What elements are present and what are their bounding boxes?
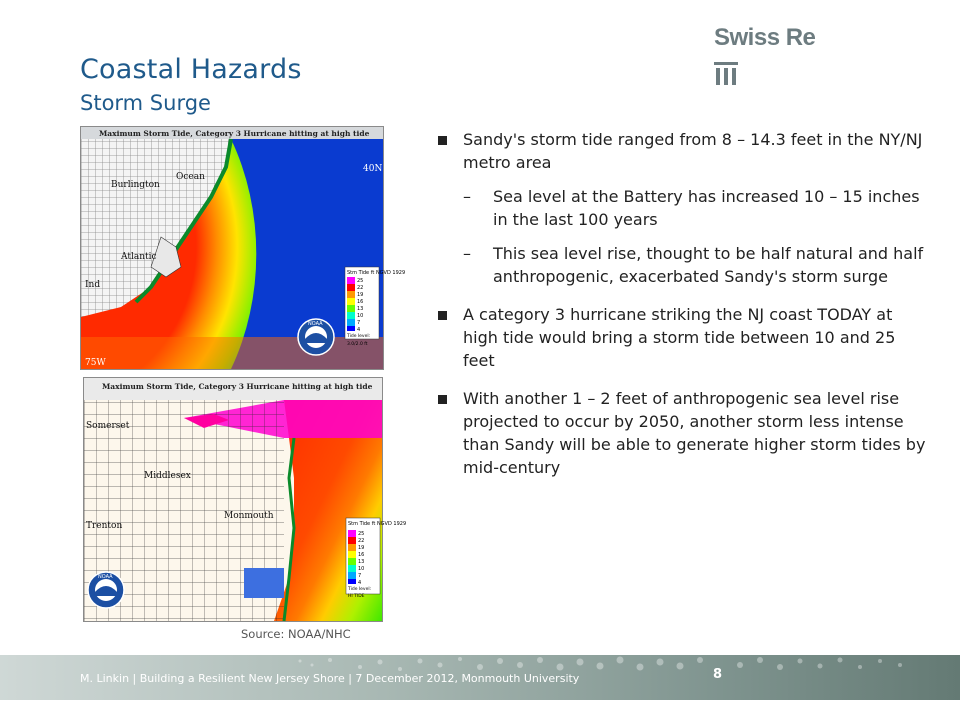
dash-bullet-icon: – — [463, 187, 471, 206]
legend-tide-value: 3.0/2.0 ft — [347, 342, 368, 347]
swiss-re-logo — [714, 24, 834, 94]
slide-title: Coastal Hazards — [80, 54, 302, 85]
storm-tide-map-atlantic — [80, 126, 406, 370]
storm-tide-map-monmouth — [83, 377, 407, 622]
source-caption: Source: NOAA/NHC — [241, 627, 351, 641]
legend-value: 25 — [357, 278, 364, 284]
place-label: Burlington — [111, 180, 160, 190]
place-label: Somerset — [86, 421, 130, 431]
sub-bullet-item — [438, 242, 926, 288]
coordinate-label: 40N — [363, 164, 383, 174]
legend-value: 4 — [357, 327, 361, 333]
legend-value: 4 — [358, 580, 362, 586]
legend-value: 10 — [358, 566, 365, 572]
sub-bullet-item — [438, 185, 926, 231]
legend-value: 16 — [357, 299, 364, 305]
map1-title: Maximum Storm Tide, Category 3 Hurricane hitting at high tide — [99, 129, 370, 138]
bullet-item — [438, 387, 926, 479]
legend-tide-label: Tide level: — [348, 587, 372, 592]
legend-value: 10 — [357, 313, 364, 319]
coordinate-label: 75W — [85, 358, 106, 368]
place-label: Monmouth — [224, 511, 274, 521]
noaa-logo-icon — [88, 572, 124, 608]
bullet-text: With another 1 – 2 feet of anthropogenic sea level rise projected to occur by 2050, another storm less intense than Sandy will be able to generate higher storm tides by mid-century — [463, 389, 926, 477]
bullet-text: Sandy's storm tide ranged from 8 – 14.3 feet in the NY/NJ metro area — [463, 130, 923, 172]
dash-bullet-icon: – — [463, 244, 471, 263]
slide-subtitle: Storm Surge — [80, 91, 211, 115]
map2-title: Maximum Storm Tide, Category 3 Hurricane hitting at high tide — [102, 382, 373, 391]
map2-legend — [346, 518, 406, 594]
legend-value: 13 — [357, 306, 364, 312]
legend-title: Stm Tide ft NGVD 1929 — [348, 521, 407, 527]
footer-bar — [0, 655, 960, 700]
page-number: 8 — [713, 667, 723, 682]
place-label: Ind — [85, 280, 101, 290]
noaa-logo-icon — [298, 319, 334, 355]
bullet-item — [438, 128, 926, 174]
legend-value: 25 — [358, 531, 365, 537]
sub-bullet-text: This sea level rise, thought to be half natural and half anthropogenic, exacerbated Sandy's storm surge — [493, 244, 924, 286]
square-bullet-icon — [438, 395, 447, 404]
square-bullet-icon — [438, 311, 447, 320]
place-label: Ocean — [176, 172, 205, 182]
legend-value: 22 — [357, 285, 364, 291]
sub-bullet-text: Sea level at the Battery has increased 10 – 15 inches in the last 100 years — [493, 187, 920, 229]
legend-tide-value: HI TIDE — [348, 594, 365, 599]
legend-value: 7 — [357, 320, 361, 326]
bullet-list — [438, 128, 926, 479]
footer-text: M. Linkin | Building a Resilient New Jersey Shore | 7 December 2012, Monmouth University — [80, 672, 580, 685]
legend-value: 13 — [358, 559, 365, 565]
swiss-re-mark-icon — [714, 62, 738, 86]
square-bullet-icon — [438, 136, 447, 145]
legend-value: 19 — [358, 545, 365, 551]
legend-value: 16 — [358, 552, 365, 558]
logo-text: Swiss Re — [714, 24, 816, 51]
legend-value: 7 — [358, 573, 362, 579]
logo-label: NOAA — [308, 321, 323, 327]
place-label: Middlesex — [144, 471, 191, 481]
bullet-item — [438, 303, 926, 372]
legend-tide-label: Tide level: — [347, 334, 371, 339]
legend-value: 22 — [358, 538, 365, 544]
place-label: Trenton — [86, 521, 123, 531]
legend-value: 19 — [357, 292, 364, 298]
place-label: Atlantic — [121, 252, 157, 262]
logo-label: NOAA — [98, 574, 113, 580]
map1-legend — [345, 267, 405, 339]
legend-title: Stm Tide ft NGVD 1929 — [347, 270, 406, 276]
bullet-text: A category 3 hurricane striking the NJ coast TODAY at high tide would bring a storm tide between 10 and 25 feet — [463, 305, 896, 370]
